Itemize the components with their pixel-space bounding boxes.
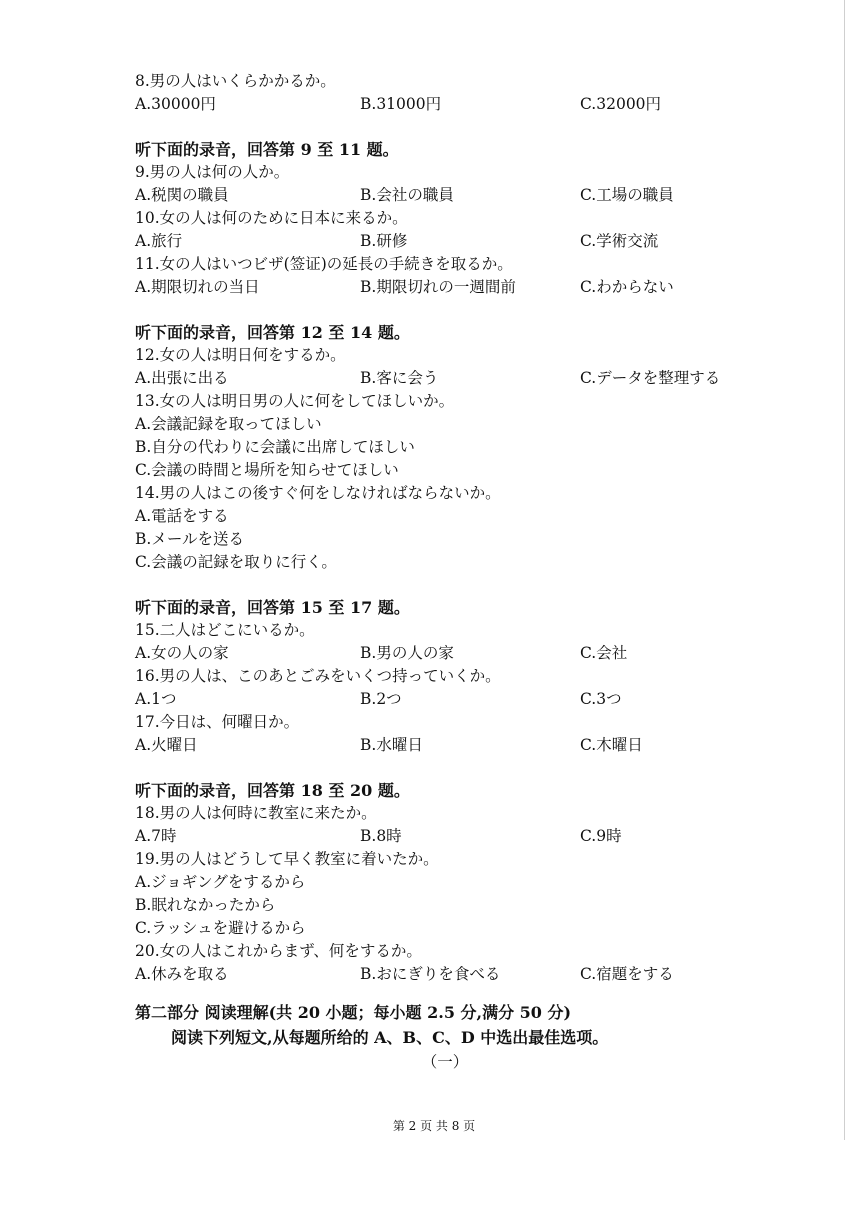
option: A.会議記録を取ってほしい xyxy=(135,415,322,433)
question-text: 19.男の人はどうして早く教室に着いたか。 xyxy=(135,850,439,868)
option: B.おにぎりを食べる xyxy=(360,965,501,983)
question-text: 15.二人はどこにいるか。 xyxy=(135,621,315,639)
option: A.税関の職員 xyxy=(135,186,229,204)
option: C.データを整理する xyxy=(580,369,721,387)
page-footer: 第 2 页 共 8 页 xyxy=(392,1119,476,1133)
exam-content xyxy=(135,70,835,1075)
option-row xyxy=(135,688,835,711)
option: C.わからない xyxy=(580,278,674,296)
part2-subsection: （一） xyxy=(421,1053,469,1071)
question-text: 8.男の人はいくらかかるか。 xyxy=(135,72,336,90)
option: B.期限切れの一週間前 xyxy=(360,278,516,296)
question-text: 13.女の人は明日男の人に何をしてほしいか。 xyxy=(135,392,455,410)
option: C.ラッシュを避けるから xyxy=(135,919,306,937)
part2-instruction: 阅读下列短文,从每题所给的 A、B、C、D 中选出最佳选项。 xyxy=(171,1028,609,1047)
option: B.眠れなかったから xyxy=(135,896,276,914)
part2-title: 第二部分 阅读理解(共 20 小题；每小题 2.5 分,满分 50 分) xyxy=(135,1003,572,1022)
question-text: 12.女の人は明日何をするか。 xyxy=(135,346,346,364)
section-gap xyxy=(135,574,835,596)
option: A.出張に出る xyxy=(135,369,229,387)
page-edge-line xyxy=(844,0,845,1140)
option-row xyxy=(135,367,835,390)
question-text: 11.女の人はいつビザ(签证)の延長の手続きを取るか。 xyxy=(135,255,513,273)
option: B.31000円 xyxy=(360,95,442,113)
option: A.7時 xyxy=(135,827,177,845)
section-header: 听下面的录音，回答第 18 至 20 题。 xyxy=(135,781,410,800)
option: B.水曜日 xyxy=(360,736,423,754)
option: C.会議の記録を取りに行く。 xyxy=(135,553,337,571)
question-text: 20.女の人はこれからまず、何をするか。 xyxy=(135,942,422,960)
option-row xyxy=(135,276,835,299)
option: C.木曜日 xyxy=(580,736,643,754)
option: A.休みを取る xyxy=(135,965,229,983)
section-header: 听下面的录音，回答第 12 至 14 题。 xyxy=(135,323,410,342)
question-text: 14.男の人はこの後すぐ何をしなければならないか。 xyxy=(135,484,501,502)
option: B.2つ xyxy=(360,690,402,708)
question-text: 10.女の人は何のために日本に来るか。 xyxy=(135,209,408,227)
option: A.電話をする xyxy=(135,507,229,525)
option-row xyxy=(135,93,835,116)
option: C.32000円 xyxy=(580,95,662,113)
option: A.ジョギングをするから xyxy=(135,873,306,891)
option: A.女の人の家 xyxy=(135,644,229,662)
option: C.学術交流 xyxy=(580,232,659,250)
section-header: 听下面的录音，回答第 9 至 11 题。 xyxy=(135,140,399,159)
option: A.火曜日 xyxy=(135,736,198,754)
option: C.3つ xyxy=(580,690,622,708)
option: B.8時 xyxy=(360,827,402,845)
option-row xyxy=(135,230,835,253)
section-header: 听下面的录音，回答第 15 至 17 题。 xyxy=(135,598,410,617)
option: A.旅行 xyxy=(135,232,183,250)
section-gap xyxy=(135,116,835,138)
option-row xyxy=(135,184,835,207)
section-gap xyxy=(135,299,835,321)
option: A.30000円 xyxy=(135,95,216,113)
question-text: 18.男の人は何時に教室に来たか。 xyxy=(135,804,377,822)
option-row xyxy=(135,734,835,757)
option-row xyxy=(135,963,835,986)
option: B.客に会う xyxy=(360,369,439,387)
option: B.男の人の家 xyxy=(360,644,454,662)
question-text: 9.男の人は何の人か。 xyxy=(135,163,290,181)
option: B.メールを送る xyxy=(135,530,245,548)
option: B.研修 xyxy=(360,232,408,250)
question-text: 16.男の人は、このあとごみをいくつ持っていくか。 xyxy=(135,667,501,685)
option: C.会議の時間と場所を知らせてほしい xyxy=(135,461,399,479)
option: A.期限切れの当日 xyxy=(135,278,260,296)
option: A.1つ xyxy=(135,690,177,708)
section-gap xyxy=(135,757,835,779)
option: C.宿題をする xyxy=(580,965,674,983)
option: B.会社の職員 xyxy=(360,186,454,204)
option: C.会社 xyxy=(580,644,628,662)
option-row xyxy=(135,642,835,665)
option: C.9時 xyxy=(580,827,622,845)
option: B.自分の代わりに会議に出席してほしい xyxy=(135,438,415,456)
option: C.工場の職員 xyxy=(580,186,674,204)
option-row xyxy=(135,825,835,848)
question-text: 17.今日は、何曜日か。 xyxy=(135,713,300,731)
